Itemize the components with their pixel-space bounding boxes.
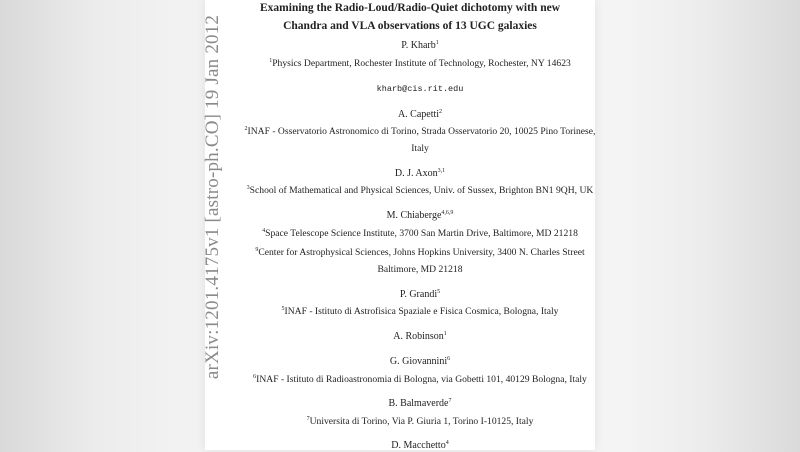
affiliation: $^4$Space Telescope Science Institute, 3700 San Martin Drive, Baltimore, MD 21218 — [262, 228, 578, 239]
affiliation: $^9$Center for Astrophysical Sciences, Johns Hopkins University, 3400 N. Charles Street — [255, 247, 585, 258]
author: D. J. Axon$^{3,1}$ — [394, 168, 446, 179]
paper-title-line-2: Chandra and VLA observations of 13 UGC galaxies — [283, 20, 537, 32]
author: A. Capetti$^2$ — [397, 109, 443, 120]
affiliation: $^6$INAF - Istituto di Radioastronomia di Bologna, via Gobetti 101, 40129 Bologna, Italy — [253, 374, 587, 385]
affiliation: $^2$INAF - Osservatorio Astronomico di Torino, Strada Osservatorio 20, 10025 Pino Torinese, — [244, 126, 596, 137]
author: G. Giovannini$^6$ — [389, 356, 451, 367]
affiliation: $^7$Universita di Torino, Via P. Giuria 1, Torino I-10125, Italy — [306, 416, 534, 427]
author: P. Kharb$^1$ — [401, 40, 439, 51]
author: B. Balmaverde$^7$ — [388, 398, 452, 409]
author: D. Macchetto$^4$ — [391, 440, 449, 451]
affiliation: $^1$Physics Department, Rochester Institute of Technology, Rochester, NY 14623 — [269, 58, 571, 69]
paper-title-line-1: Examining the Radio-Loud/Radio-Quiet dichotomy with new — [260, 2, 560, 14]
affiliation-continued: Italy — [411, 143, 429, 154]
affiliation-continued: Baltimore, MD 21218 — [377, 264, 463, 275]
affiliation: $^3$School of Mathematical and Physical Sciences, Univ. of Sussex, Brighton BN1 9QH, UK — [246, 185, 594, 196]
author: A. Robinson$^1$ — [393, 331, 447, 342]
email-link[interactable]: kharb@cis.rit.edu — [376, 84, 464, 94]
author: P. Grandi$^5$ — [399, 289, 441, 300]
arxiv-stamp: arXiv:1201.4175v1 [astro-ph.CO] 19 Jan 2012 — [202, 14, 223, 380]
affiliation: $^5$INAF - Istituto di Astrofisica Spaziale e Fisica Cosmica, Bologna, Italy — [281, 306, 559, 317]
author: M. Chiaberge$^{4,6,9}$ — [386, 210, 454, 221]
